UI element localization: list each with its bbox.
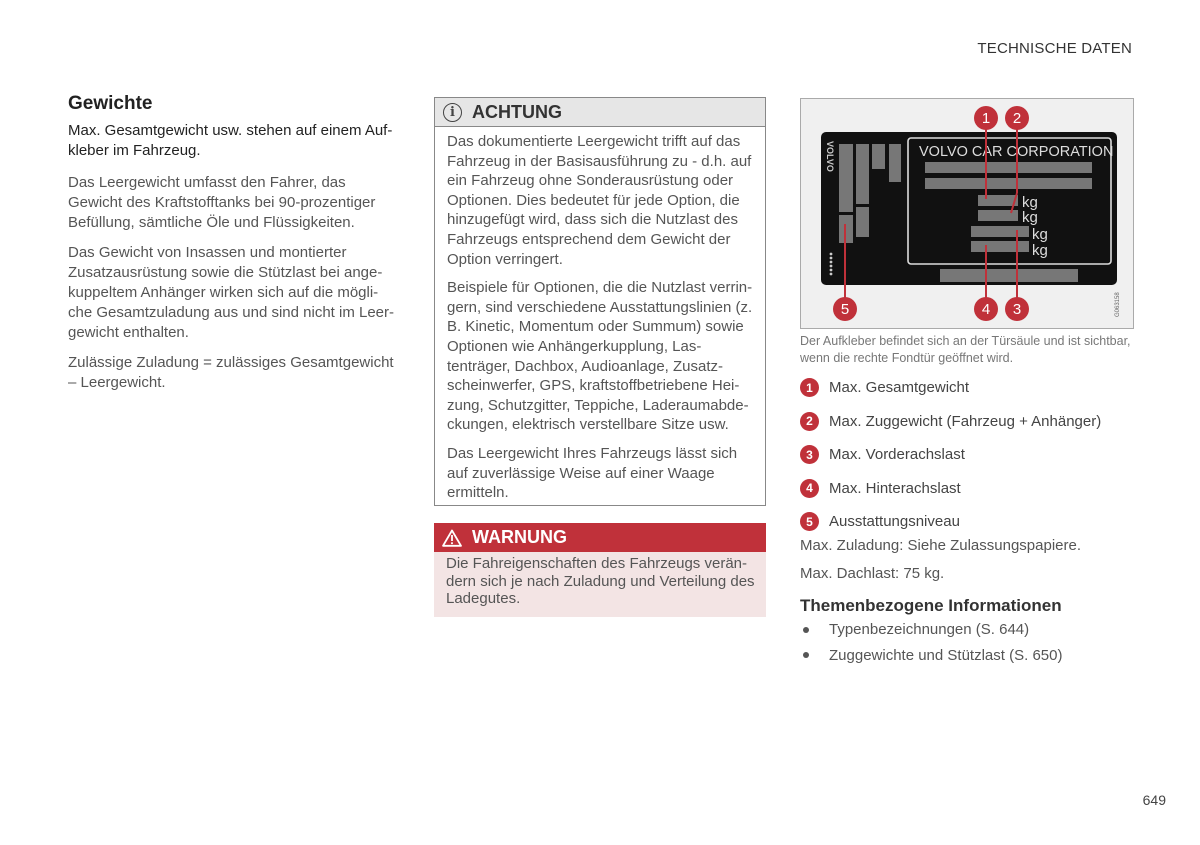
section-title: Gewichte [68,93,153,114]
callout-badge: 3 [800,445,819,464]
achtung-box [434,97,766,506]
related-link-text: Zuggewichte und Stützlast (S. 650) [829,646,1063,664]
list-item [800,472,1140,506]
bullet-icon [803,627,809,633]
figure-caption: Der Aufkleber befindet sich an der Türsäule und ist sichtbar, wenn die rechte Fondtür geöffnet wird. [800,334,1131,365]
achtung-header [435,98,765,127]
achtung-paragraph: Beispiele für Optionen, die die Nutzlast verrin-gern, sind verschiedene Ausstattungslinien (z. B. Kinetic, Momentum oder Summum) sowie Optionen wie Anhängerkupplung, Las-tenträger, Dachbox, Audioanlage, Zusatz-scheinwerfer, GPS, kraftstoffbetriebene Hei-zung, Schutzgitter, Teppiche, Laderaumabde-ckungen, elektrisch verstellbare Sitze usw. [447,279,753,434]
weight-label-illustration [801,99,1133,328]
callout-text: Max. Hinterachslast [829,479,961,497]
paragraph: Zulässige Zuladung = zulässiges Gesamtgewicht – Leergewicht. [68,354,394,391]
paragraph: Das Leergewicht umfasst den Fahrer, das Gewicht des Kraftstofftanks bei 90-prozentiger Befüllung, sämtliche Öle und Flüssigkeiten. [68,174,376,231]
list-item [800,438,1140,472]
related-info-title: Themenbezogene Informationen [800,596,1062,615]
warnung-title: WARNUNG [472,527,567,547]
label-unit: kg [1032,226,1048,243]
achtung-body [435,127,765,503]
list-item [800,371,1140,405]
related-info-list [800,617,1062,668]
warning-triangle-icon [442,529,462,547]
callout-badge: 1 [800,378,819,397]
callout-text: Max. Zuggewicht (Fahrzeug + Anhänger) [829,412,1102,430]
lead-paragraph: Max. Gesamtgewicht usw. stehen auf einem Auf-kleber im Fahrzeug. [68,122,393,159]
label-unit: kg [1032,242,1048,259]
left-column [68,93,402,403]
related-link[interactable] [800,617,1062,643]
callout-number: 1 [981,110,991,127]
warnung-text: Die Fahreigenschaften des Fahrzeugs verän-dern sich je nach Zuladung und Verteilung des Ladegutes. [446,555,755,607]
warnung-header [434,523,766,552]
callout-number: 3 [1012,301,1022,318]
list-item [800,505,1140,539]
section-header: TECHNISCHE DATEN [977,40,1132,57]
page-number: 649 [1142,792,1166,808]
label-figure [800,98,1134,329]
callout-number: 5 [840,301,850,318]
callout-number: 2 [1012,110,1022,127]
paragraph: Das Gewicht von Insassen und montierter Zusatzausrüstung sowie die Stützlast bei ange-kuppeltem Anhänger wirken sich auf die mögli-che Gesamtzuladung aus und sind nicht im Leer-gewicht enthalten. [68,244,395,341]
label-unit: kg [1022,209,1038,226]
list-item [800,405,1140,439]
related-link[interactable] [800,643,1062,669]
achtung-paragraph: Das dokumentierte Leergewicht trifft auf das Fahrzeug in der Basisausführung zu - d.h. auf ein Fahrzeug ohne Sonderausrüstung oder Optionen. Dies bedeutet für jede Option, die hinzugefügt wird, dass sich die Nutzlast des Fahrzeugs entsprechend dem Gewicht der Option verringert. [447,133,752,268]
related-link-text: Typenbezeichnungen (S. 644) [829,621,1030,639]
image-code: G063158 [1115,292,1121,317]
callout-text: Ausstattungsniveau [829,513,960,531]
max-dachlast-note: Max. Dachlast: 75 kg. [800,565,945,582]
label-corp-text: VOLVO CAR CORPORATION [919,144,1114,160]
achtung-paragraph: Das Leergewicht Ihres Fahrzeugs lässt sich auf zuverlässige Weise auf einer Waage ermitteln. [447,444,738,502]
callout-list [800,371,1140,539]
callout-text: Max. Vorderachslast [829,446,965,464]
info-circle-icon: i [443,103,462,122]
achtung-title: ACHTUNG [472,101,562,122]
warnung-box [434,523,766,617]
bullet-icon [803,652,809,658]
callout-badge: 2 [800,412,819,431]
callout-badge: 5 [800,512,819,531]
callout-number: 4 [981,301,991,318]
label-unit: kg [1022,194,1038,211]
callout-text: Max. Gesamtgewicht [829,379,970,397]
callout-badge: 4 [800,479,819,498]
label-brand: VOLVO [825,141,835,172]
max-zuladung-note: Max. Zuladung: Siehe Zulassungspapiere. [800,537,1082,554]
